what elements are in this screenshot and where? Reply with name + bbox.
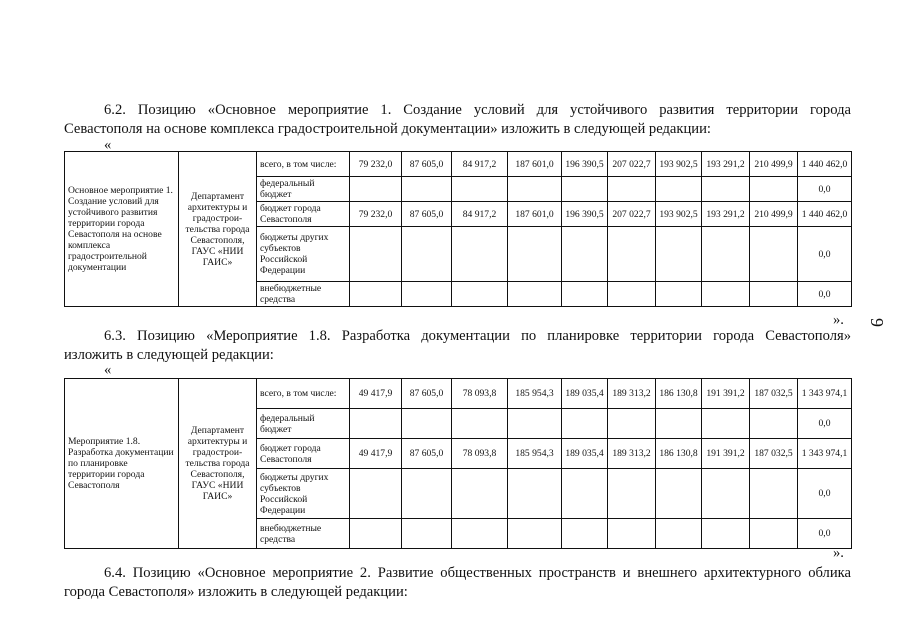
amount-cell: 79 232,0 <box>350 152 402 177</box>
amount-cell: 185 954,3 <box>508 379 562 409</box>
paragraph-6-3 <box>64 327 851 365</box>
funding-source-label: внебюджетные средства <box>257 519 350 549</box>
amount-cell: 207 022,7 <box>608 202 656 227</box>
closing-quote: ». <box>833 545 844 561</box>
empty-cell <box>452 177 508 202</box>
amount-cell: 189 035,4 <box>562 439 608 469</box>
empty-cell <box>402 469 452 519</box>
amount-cell: 49 417,9 <box>350 379 402 409</box>
empty-cell <box>750 409 798 439</box>
opening-quote: « <box>104 137 112 153</box>
empty-cell <box>562 409 608 439</box>
total-cell: 1 343 974,1 <box>798 439 852 469</box>
empty-cell <box>702 469 750 519</box>
total-cell: 0,0 <box>798 469 852 519</box>
total-cell: 1 440 462,0 <box>798 152 852 177</box>
paragraph-line: города Севастополя» изложить в следующей редакции: <box>64 584 408 600</box>
amount-cell: 187 032,5 <box>750 439 798 469</box>
amount-cell: 196 390,5 <box>562 152 608 177</box>
empty-cell <box>702 409 750 439</box>
empty-cell <box>608 177 656 202</box>
empty-cell <box>452 519 508 549</box>
funding-source-label: бюджет города Севастополя <box>257 202 350 227</box>
funding-source-label: федеральный бюджет <box>257 177 350 202</box>
empty-cell <box>702 282 750 307</box>
empty-cell <box>508 469 562 519</box>
funding-source-label: бюджеты других субъектов Российской Федерации <box>257 227 350 282</box>
closing-quote: ». <box>833 312 844 328</box>
amount-cell: 187 601,0 <box>508 202 562 227</box>
amount-cell: 186 130,8 <box>656 379 702 409</box>
empty-cell <box>608 519 656 549</box>
empty-cell <box>608 469 656 519</box>
page-number: 9 <box>867 318 887 327</box>
empty-cell <box>508 519 562 549</box>
funding-table-main-measure-1 <box>64 151 852 307</box>
paragraph-line: 6.3. Позицию «Мероприятие 1.8. Разработка документации по планировке территории города Севастополя» <box>104 328 851 344</box>
amount-cell: 87 605,0 <box>402 152 452 177</box>
amount-cell: 79 232,0 <box>350 202 402 227</box>
empty-cell <box>452 282 508 307</box>
amount-cell: 78 093,8 <box>452 379 508 409</box>
funding-source-label: федеральный бюджет <box>257 409 350 439</box>
paragraph-line: изложить в следующей редакции: <box>64 347 274 363</box>
funding-source-label: всего, в том числе: <box>257 152 350 177</box>
amount-cell: 84 917,2 <box>452 202 508 227</box>
empty-cell <box>656 519 702 549</box>
empty-cell <box>750 177 798 202</box>
empty-cell <box>750 519 798 549</box>
total-cell: 1 440 462,0 <box>798 202 852 227</box>
empty-cell <box>562 519 608 549</box>
empty-cell <box>562 469 608 519</box>
empty-cell <box>750 282 798 307</box>
paragraph-6-2 <box>64 101 851 139</box>
amount-cell: 189 313,2 <box>608 379 656 409</box>
amount-cell: 186 130,8 <box>656 439 702 469</box>
amount-cell: 191 391,2 <box>702 379 750 409</box>
empty-cell <box>656 282 702 307</box>
empty-cell <box>562 282 608 307</box>
funding-source-label: бюджет города Севастополя <box>257 439 350 469</box>
empty-cell <box>750 469 798 519</box>
empty-cell <box>402 519 452 549</box>
empty-cell <box>350 469 402 519</box>
empty-cell <box>350 282 402 307</box>
paragraph-line: 6.2. Позицию «Основное мероприятие 1. Создание условий для устойчивого развития территории города <box>104 102 851 118</box>
amount-cell: 196 390,5 <box>562 202 608 227</box>
measure-name-cell: Мероприятие 1.8. Разработка документации по планировке территории города Севастополя <box>65 379 179 549</box>
empty-cell <box>656 177 702 202</box>
funding-table-measure-1-8 <box>64 378 852 549</box>
executor-cell: Департамент архитектуры и градострои-тельства города Севастополя, ГАУС «НИИ ГАИС» <box>179 379 257 549</box>
amount-cell: 193 902,5 <box>656 152 702 177</box>
empty-cell <box>402 227 452 282</box>
empty-cell <box>608 282 656 307</box>
funding-source-label: всего, в том числе: <box>257 379 350 409</box>
amount-cell: 187 032,5 <box>750 379 798 409</box>
funding-source-label: бюджеты других субъектов Российской Федерации <box>257 469 350 519</box>
total-cell: 0,0 <box>798 519 852 549</box>
paragraph-line: Севастополя на основе комплекса градостроительной документации» изложить в следующей редакции: <box>64 121 711 137</box>
amount-cell: 193 902,5 <box>656 202 702 227</box>
amount-cell: 49 417,9 <box>350 439 402 469</box>
empty-cell <box>508 282 562 307</box>
opening-quote: « <box>104 362 112 378</box>
empty-cell <box>608 409 656 439</box>
amount-cell: 191 391,2 <box>702 439 750 469</box>
amount-cell: 87 605,0 <box>402 202 452 227</box>
empty-cell <box>508 177 562 202</box>
empty-cell <box>750 227 798 282</box>
amount-cell: 193 291,2 <box>702 152 750 177</box>
table-row <box>65 379 852 409</box>
empty-cell <box>656 469 702 519</box>
amount-cell: 187 601,0 <box>508 152 562 177</box>
amount-cell: 185 954,3 <box>508 439 562 469</box>
amount-cell: 210 499,9 <box>750 202 798 227</box>
empty-cell <box>508 409 562 439</box>
empty-cell <box>402 409 452 439</box>
empty-cell <box>656 227 702 282</box>
empty-cell <box>656 409 702 439</box>
funding-source-label: внебюджетные средства <box>257 282 350 307</box>
empty-cell <box>702 227 750 282</box>
empty-cell <box>508 227 562 282</box>
empty-cell <box>452 469 508 519</box>
empty-cell <box>402 282 452 307</box>
executor-cell: Департамент архитектуры и градострои-тельства города Севастополя, ГАУС «НИИ ГАИС» <box>179 152 257 307</box>
amount-cell: 78 093,8 <box>452 439 508 469</box>
amount-cell: 87 605,0 <box>402 439 452 469</box>
empty-cell <box>608 227 656 282</box>
empty-cell <box>452 409 508 439</box>
total-cell: 0,0 <box>798 409 852 439</box>
amount-cell: 87 605,0 <box>402 379 452 409</box>
amount-cell: 84 917,2 <box>452 152 508 177</box>
empty-cell <box>350 227 402 282</box>
empty-cell <box>562 227 608 282</box>
amount-cell: 193 291,2 <box>702 202 750 227</box>
empty-cell <box>702 519 750 549</box>
amount-cell: 189 035,4 <box>562 379 608 409</box>
total-cell: 0,0 <box>798 282 852 307</box>
empty-cell <box>350 409 402 439</box>
empty-cell <box>402 177 452 202</box>
paragraph-6-4 <box>64 564 851 602</box>
total-cell: 0,0 <box>798 177 852 202</box>
amount-cell: 189 313,2 <box>608 439 656 469</box>
amount-cell: 210 499,9 <box>750 152 798 177</box>
amount-cell: 207 022,7 <box>608 152 656 177</box>
empty-cell <box>350 519 402 549</box>
empty-cell <box>350 177 402 202</box>
empty-cell <box>452 227 508 282</box>
measure-name-cell: Основное мероприятие 1. Создание условий для устойчивого развития территории города Севастополя на основе комплекса градостроительной документации <box>65 152 179 307</box>
total-cell: 1 343 974,1 <box>798 379 852 409</box>
empty-cell <box>702 177 750 202</box>
paragraph-line: 6.4. Позицию «Основное мероприятие 2. Развитие общественных пространств и внешнего архитектурного облика <box>104 565 851 581</box>
total-cell: 0,0 <box>798 227 852 282</box>
empty-cell <box>562 177 608 202</box>
table-row <box>65 152 852 177</box>
